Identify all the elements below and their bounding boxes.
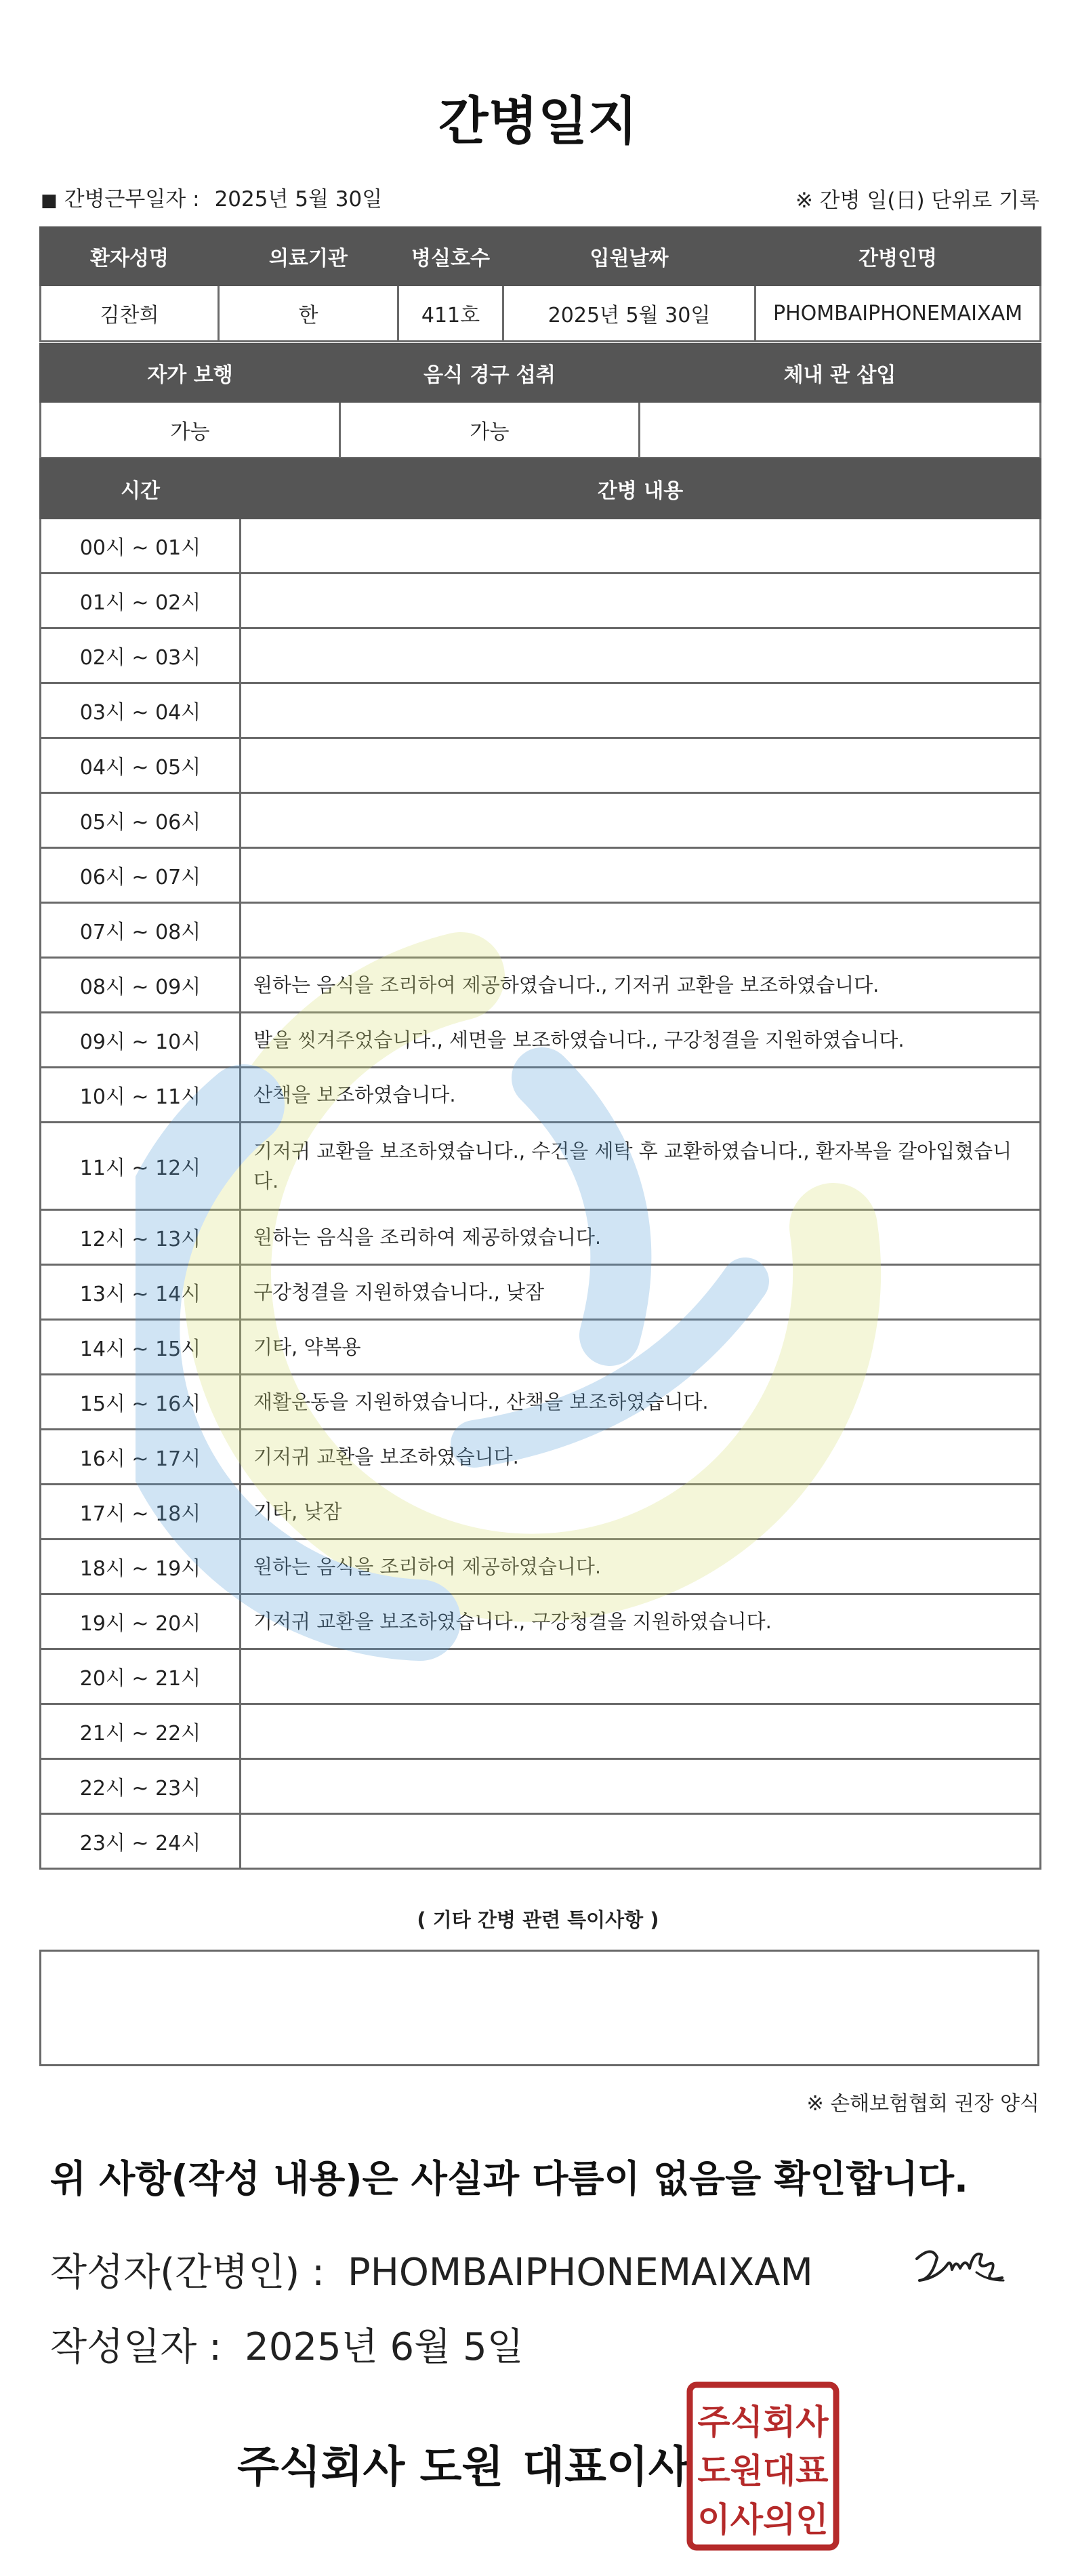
care-content-cell: 원하는 음식을 조리하여 제공하였습니다. xyxy=(241,1210,1041,1265)
time-cell: 08시 ~ 09시 xyxy=(41,958,241,1013)
table-row xyxy=(41,1068,1041,1123)
care-content-cell: 원하는 음식을 조리하여 제공하였습니다., 기저귀 교환을 보조하였습니다. xyxy=(241,958,1041,1013)
table-row xyxy=(41,1539,1041,1594)
table-row xyxy=(41,1759,1041,1814)
patient-ability-table xyxy=(39,343,1041,459)
time-cell: 10시 ~ 11시 xyxy=(41,1068,241,1123)
seal-line-1: 주식회사 xyxy=(697,2402,829,2442)
table-row xyxy=(41,1649,1041,1704)
table-row xyxy=(41,573,1041,628)
time-cell: 09시 ~ 10시 xyxy=(41,1013,241,1068)
patient-info-table xyxy=(39,226,1041,342)
seal-line-2: 도원대표 xyxy=(697,2451,829,2491)
care-content-cell xyxy=(241,848,1041,903)
company-name: 주식회사 도원 xyxy=(237,2442,504,2493)
notes-box xyxy=(39,1950,1039,2066)
care-content-cell xyxy=(241,1649,1041,1704)
care-content-cell xyxy=(241,738,1041,793)
confirm-statement: 위 사항(작성 내용)은 사실과 다름이 없음을 확인합니다. xyxy=(50,2157,968,2200)
table-row xyxy=(41,1210,1041,1265)
time-cell: 14시 ~ 15시 xyxy=(41,1320,241,1375)
header-self-walking: 자가 보행 xyxy=(41,344,340,402)
care-content-cell xyxy=(241,1704,1041,1759)
care-log-table xyxy=(39,458,1041,1870)
header-time: 시간 xyxy=(41,460,241,519)
time-cell: 18시 ~ 19시 xyxy=(41,1539,241,1594)
time-cell: 23시 ~ 24시 xyxy=(41,1814,241,1869)
room-number: 411호 xyxy=(398,285,503,342)
care-content-cell: 구강청결을 지원하였습니다., 낮잠 xyxy=(241,1265,1041,1320)
company-title: 대표이사 xyxy=(522,2442,690,2493)
time-cell: 00시 ~ 01시 xyxy=(41,519,241,573)
header-oral-intake: 음식 경구 섭취 xyxy=(340,344,640,402)
care-content-cell: 기저귀 교환을 보조하였습니다., 수건을 세탁 후 교환하였습니다., 환자복을 갈아입혔습니다. xyxy=(241,1123,1041,1210)
time-cell: 05시 ~ 06시 xyxy=(41,793,241,848)
care-content-cell xyxy=(241,903,1041,958)
table-row xyxy=(41,1704,1041,1759)
record-unit-note: ※ 간병 일(日) 단위로 기록 xyxy=(795,188,1039,213)
tube-insertion-value xyxy=(640,402,1041,458)
care-content-cell xyxy=(241,793,1041,848)
care-content-cell xyxy=(241,519,1041,573)
care-content-cell xyxy=(241,628,1041,683)
time-cell: 13시 ~ 14시 xyxy=(41,1265,241,1320)
table-row xyxy=(41,519,1041,573)
patient-name: 김찬희 xyxy=(41,285,219,342)
time-cell: 01시 ~ 02시 xyxy=(41,573,241,628)
table-row xyxy=(41,1594,1041,1649)
header-caregiver-name: 간병인명 xyxy=(756,228,1041,285)
care-content-cell: 기저귀 교환을 보조하였습니다., 구강청결을 지원하였습니다. xyxy=(241,1594,1041,1649)
handwritten-signature-icon xyxy=(911,2238,1010,2299)
table-row xyxy=(41,1814,1041,1869)
time-cell: 22시 ~ 23시 xyxy=(41,1759,241,1814)
time-cell: 17시 ~ 18시 xyxy=(41,1485,241,1539)
work-date-row xyxy=(41,182,382,212)
table-row xyxy=(41,1430,1041,1485)
notes-title: ( 기타 간병 관련 특이사항 ) xyxy=(417,1908,659,1931)
table-row xyxy=(41,1123,1041,1210)
header-room-number: 병실호수 xyxy=(398,228,503,285)
work-date-value: 2025년 5월 30일 xyxy=(214,187,383,212)
header-care-content: 간병 내용 xyxy=(241,460,1041,519)
header-patient-name: 환자성명 xyxy=(41,228,219,285)
care-content-cell xyxy=(241,573,1041,628)
page-title: 간병일지 xyxy=(438,91,638,151)
admission-date: 2025년 5월 30일 xyxy=(503,285,756,342)
seal-line-3: 이사의인 xyxy=(697,2500,829,2539)
table-row xyxy=(41,1375,1041,1430)
time-cell: 11시 ~ 12시 xyxy=(41,1123,241,1210)
care-content-cell xyxy=(241,1814,1041,1869)
care-content-cell: 발을 씻겨주었습니다., 세면을 보조하였습니다., 구강청결을 지원하였습니다. xyxy=(241,1013,1041,1068)
table-row xyxy=(41,1320,1041,1375)
header-admission-date: 입원날짜 xyxy=(503,228,756,285)
header-hospital: 의료기관 xyxy=(219,228,398,285)
square-bullet-icon: ■ xyxy=(41,190,58,211)
hospital-name: 한 xyxy=(219,285,398,342)
oral-intake-value: 가능 xyxy=(340,402,640,458)
table-row xyxy=(41,683,1041,738)
company-seal-stamp-icon xyxy=(686,2381,840,2552)
care-content-cell: 원하는 음식을 조리하여 제공하였습니다. xyxy=(241,1539,1041,1594)
time-cell: 02시 ~ 03시 xyxy=(41,628,241,683)
author-name: PHOMBAIPHONEMAIXAM xyxy=(347,2251,813,2295)
care-content-cell xyxy=(241,683,1041,738)
time-cell: 03시 ~ 04시 xyxy=(41,683,241,738)
written-date-line xyxy=(50,2317,524,2371)
time-cell: 19시 ~ 20시 xyxy=(41,1594,241,1649)
time-cell: 21시 ~ 22시 xyxy=(41,1704,241,1759)
table-row xyxy=(41,628,1041,683)
care-log-body xyxy=(41,519,1041,1869)
table-row xyxy=(41,958,1041,1013)
written-date-label: 작성일자 : xyxy=(50,2325,222,2369)
self-walking-value: 가능 xyxy=(41,402,340,458)
caregiver-name: PHOMBAIPHONEMAIXAM xyxy=(756,285,1041,342)
time-cell: 07시 ~ 08시 xyxy=(41,903,241,958)
care-content-cell: 기타, 약복용 xyxy=(241,1320,1041,1375)
time-cell: 12시 ~ 13시 xyxy=(41,1210,241,1265)
table-row xyxy=(41,793,1041,848)
table-row xyxy=(41,848,1041,903)
time-cell: 16시 ~ 17시 xyxy=(41,1430,241,1485)
work-date-label: 간병근무일자 : xyxy=(64,187,200,212)
care-content-cell: 재활운동을 지원하였습니다., 산책을 보조하였습니다. xyxy=(241,1375,1041,1430)
author-label: 작성자(간병인) : xyxy=(50,2251,325,2295)
time-cell: 20시 ~ 21시 xyxy=(41,1649,241,1704)
care-content-cell: 기저귀 교환을 보조하였습니다. xyxy=(241,1430,1041,1485)
table-row xyxy=(41,738,1041,793)
table-row xyxy=(41,1013,1041,1068)
header-tube-insertion: 체내 관 삽입 xyxy=(640,344,1041,402)
time-cell: 06시 ~ 07시 xyxy=(41,848,241,903)
time-cell: 15시 ~ 16시 xyxy=(41,1375,241,1430)
time-cell: 04시 ~ 05시 xyxy=(41,738,241,793)
company-signature-line xyxy=(237,2432,690,2495)
care-content-cell: 기타, 낮잠 xyxy=(241,1485,1041,1539)
written-date: 2025년 6월 5일 xyxy=(245,2325,524,2369)
care-content-cell: 산책을 보조하였습니다. xyxy=(241,1068,1041,1123)
table-row xyxy=(41,903,1041,958)
form-source-note: ※ 손해보험협회 권장 양식 xyxy=(806,2092,1039,2116)
table-row xyxy=(41,1265,1041,1320)
table-row xyxy=(41,1485,1041,1539)
care-content-cell xyxy=(241,1759,1041,1814)
author-line xyxy=(50,2242,813,2297)
